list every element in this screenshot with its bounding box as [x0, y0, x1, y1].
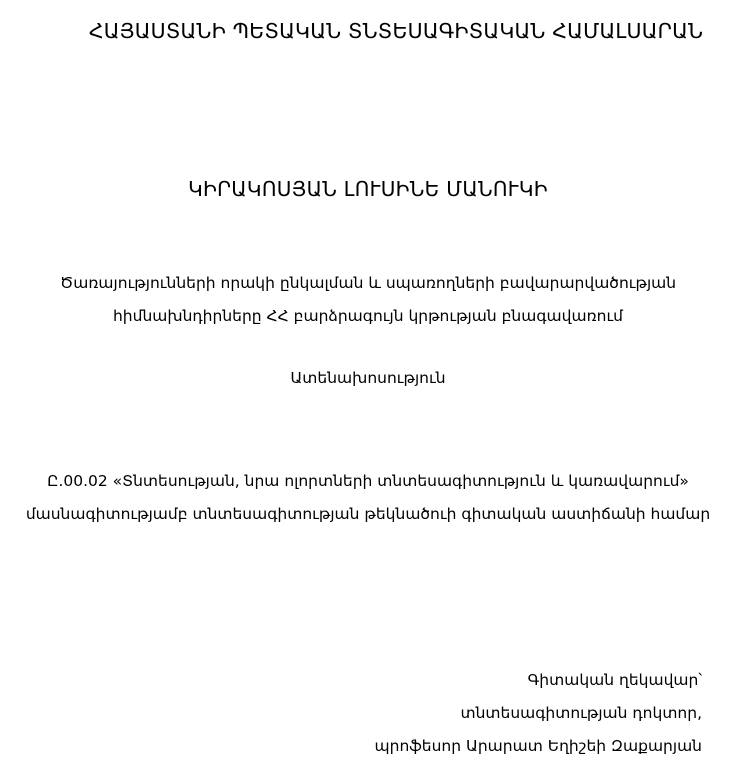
thesis-title-line-2: հիմնախնդիրները ՀՀ բարձրագույն կրթության բնագավառում [112, 307, 624, 325]
advisor-name: պրոֆեսոր Արարատ Եղիշեի Զաքարյան [374, 737, 702, 755]
author-name: ԿԻՐԱԿՈՍՅԱՆ ԼՈՒՍԻՆԵ ՄԱՆՈՒԿԻ [188, 177, 548, 201]
specialty-line-2: մասնագիտությամբ տնտեսագիտության թեկնածուի գիտական աստիճանի համար [25, 505, 711, 523]
document-type: Ատենախոսություն [290, 369, 446, 387]
university-name: ՀԱՅԱՍՏԱՆԻ ՊԵՏԱԿԱՆ ՏՆՏԵՍԱԳԻՏԱԿԱՆ ՀԱՄԱԼՍԱՐԱՆ [88, 19, 704, 43]
thesis-title-line-1: Ծառայությունների որակի ընկալման և սպառողների բավարարվածության [59, 274, 677, 292]
specialty-line-1: Ը.00.02 «Տնտեսության, նրա ոլորտների տնտեսագիտություն և կառավարում» [47, 472, 689, 490]
advisor-label: Գիտական ղեկավար՝ [527, 671, 702, 689]
advisor-degree: տնտեսագիտության դոկտոր, [460, 704, 702, 722]
